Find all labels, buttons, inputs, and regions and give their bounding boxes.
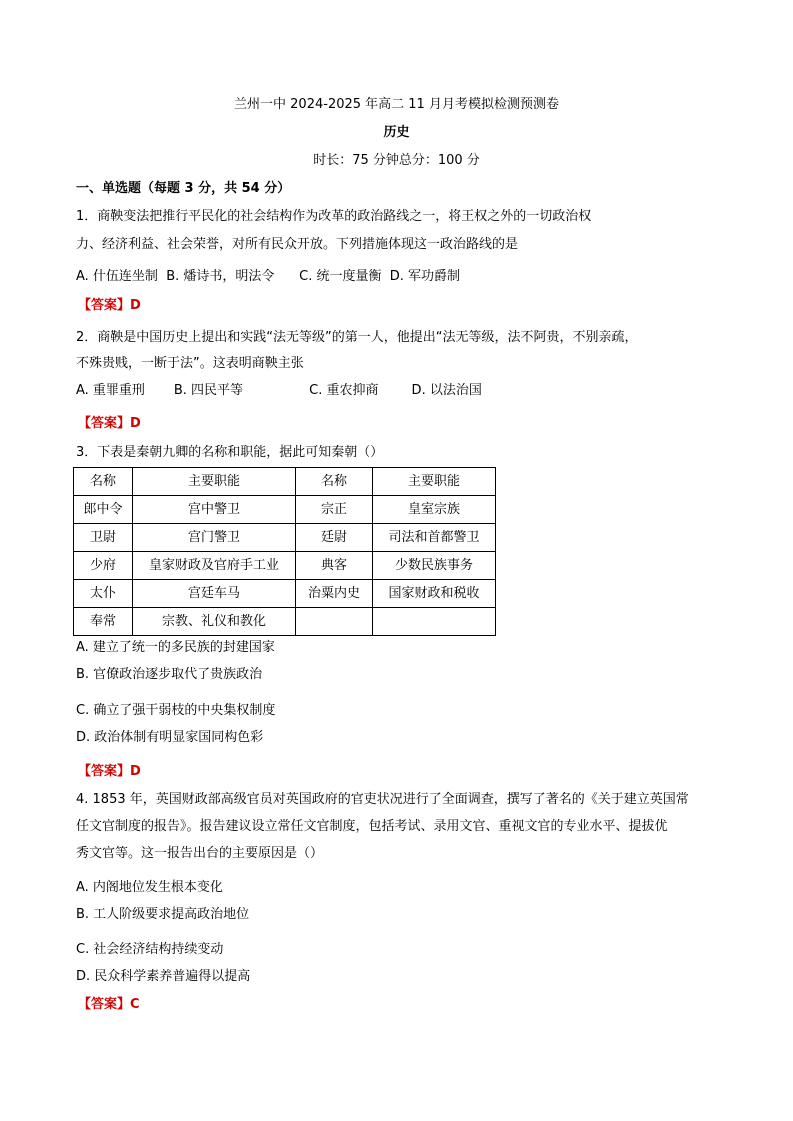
q3-answer	[78, 763, 141, 781]
q4-option-b: B. 工人阶级要求提高政治地位	[76, 907, 250, 922]
q3-option-d: D. 政治体制有明显家国同构色彩	[76, 730, 264, 745]
exam-meta: 时长：75 分钟总分：100 分	[313, 153, 480, 168]
table-header-cell: 主要职能	[133, 468, 296, 496]
table-cell: 宫廷车马	[133, 580, 296, 608]
q3-option-c: C. 确立了强干弱枝的中央集权制度	[76, 703, 276, 718]
table-cell	[296, 608, 373, 636]
nine-ministers-table	[73, 467, 496, 636]
table-row	[74, 552, 496, 580]
section-title: 一、单选题（每题 3 分，共 54 分）	[76, 181, 291, 196]
q4-answer	[78, 996, 140, 1014]
table-cell: 宗教、礼仪和教化	[133, 608, 296, 636]
table-cell: 少数民族事务	[373, 552, 496, 580]
answer-value: D	[130, 764, 141, 779]
q2-stem-line-2: 不殊贵贱，一断于法”。这表明商鞅主张	[76, 356, 304, 371]
q1-options: A. 什伍连坐制 B. 燔诗书，明法令 C. 统一度量衡 D. 军功爵制	[76, 269, 461, 284]
q2-options: A. 重罪重刑 B. 四民平等 C. 重农抑商 D. 以法治国	[76, 383, 482, 398]
table-cell: 奉常	[74, 608, 133, 636]
table-cell: 皇室宗族	[373, 496, 496, 524]
table-row	[74, 580, 496, 608]
table-row	[74, 496, 496, 524]
subject-title: 历史	[383, 125, 410, 140]
table-header-cell: 名称	[74, 468, 133, 496]
answer-value: C	[130, 997, 140, 1012]
q4-option-d: D. 民众科学素养普遍得以提高	[76, 969, 251, 984]
table-cell	[373, 608, 496, 636]
q3-option-a: A. 建立了统一的多民族的封建国家	[76, 640, 275, 655]
answer-value: D	[130, 416, 141, 431]
table-cell: 太仆	[74, 580, 133, 608]
table-cell: 郎中令	[74, 496, 133, 524]
answer-label: 【答案】	[78, 298, 131, 313]
answer-value: D	[130, 298, 141, 313]
table-header-cell: 名称	[296, 468, 373, 496]
table-cell: 治粟内史	[296, 580, 373, 608]
q3-option-b: B. 官僚政治逐步取代了贵族政治	[76, 667, 263, 682]
q1-stem-line-2: 力、经济利益、社会荣誉，对所有民众开放。下列措施体现这一政治路线的是	[76, 237, 519, 252]
q1-stem-line-1: 1．商鞅变法把推行平民化的社会结构作为改革的政治路线之一，将王权之外的一切政治权	[76, 209, 592, 224]
table-cell: 卫尉	[74, 524, 133, 552]
answer-label: 【答案】	[78, 997, 131, 1012]
table-cell: 宫中警卫	[133, 496, 296, 524]
table-cell: 典客	[296, 552, 373, 580]
q4-option-c: C. 社会经济结构持续变动	[76, 942, 224, 957]
table-header-cell: 主要职能	[373, 468, 496, 496]
q4-stem-line-3: 秀文官等。这一报告出台的主要原因是（）	[76, 846, 324, 861]
q4-stem-line-1: 4. 1853 年，英国财政部高级官员对英国政府的官吏状况进行了全面调查，撰写了著名的《关于建立英国常	[76, 792, 689, 807]
table-cell: 宫门警卫	[133, 524, 296, 552]
exam-title: 兰州一中 2024-2025 年高二 11 月月考模拟检测预测卷	[234, 97, 559, 112]
table-cell: 宗正	[296, 496, 373, 524]
table-cell: 廷尉	[296, 524, 373, 552]
q2-stem-line-1: 2．商鞅是中国历史上提出和实践“法无等级”的第一人，他提出“法无等级，法不阿贵，不别亲疏，	[76, 330, 638, 345]
q1-answer	[78, 297, 141, 315]
table-cell: 国家财政和税收	[373, 580, 496, 608]
table-row	[74, 608, 496, 636]
table-cell: 少府	[74, 552, 133, 580]
table-header-row	[74, 468, 496, 496]
q4-option-a: A. 内阁地位发生根本变化	[76, 880, 223, 895]
q3-stem: 3．下表是秦朝九卿的名称和职能，据此可知秦朝（）	[76, 445, 384, 460]
answer-label: 【答案】	[78, 764, 131, 779]
table-row	[74, 524, 496, 552]
q4-stem-line-2: 任文官制度的报告》。报告建议设立常任文官制度，包括考试、录用文官、重视文官的专业水平、提拔优	[76, 819, 668, 834]
table-cell: 皇家财政及官府手工业	[133, 552, 296, 580]
table-cell: 司法和首都警卫	[373, 524, 496, 552]
answer-label: 【答案】	[78, 416, 131, 431]
q2-answer	[78, 415, 141, 433]
